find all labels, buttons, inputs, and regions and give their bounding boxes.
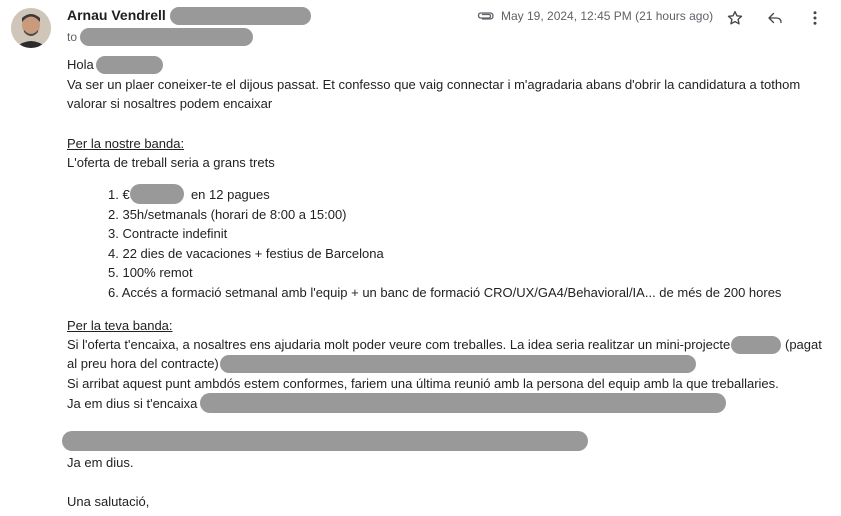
list-text: Accés a formació setmanal amb l'equip + un banc de formació CRO/UX/GA4/Behavioral/IA... de més de 200 hores <box>121 285 782 300</box>
list-number: 4. <box>108 246 119 261</box>
recipient-label: to <box>67 30 78 44</box>
list-item <box>108 207 347 223</box>
section2-line-1: Si l'oferta t'encaixa, a nosaltres ens ajudaria molt poder veure com treballes. La idea seria realitzar un mini-projecte <box>67 337 731 352</box>
email-date: May 19, 2024, 12:45 PM (21 hours ago) <box>501 9 714 23</box>
section2-line-4: Ja em dius si t'encaixa <box>67 396 198 411</box>
redacted-recipient[interactable] <box>80 28 253 46</box>
greeting: Hola <box>67 57 94 72</box>
section2-line-1-end: (pagat <box>785 337 822 352</box>
list-number: 3. <box>108 226 119 241</box>
avatar-portrait-icon <box>11 8 51 48</box>
list-item <box>108 265 193 281</box>
section2-line-3: Si arribat aquest punt ambdós estem conformes, fariem una última reunió amb la persona del equip amb la que treballaries. <box>67 376 779 391</box>
list-text: Contracte indefinit <box>122 226 228 241</box>
redacted-text-block <box>200 393 726 413</box>
more-vert-icon[interactable] <box>803 6 827 30</box>
section-title-our-side: Per la nostre banda: <box>67 136 185 151</box>
list-item <box>108 285 781 301</box>
closing-line-1: Ja em dius. <box>67 455 134 470</box>
list-item <box>108 226 227 242</box>
section2-line-2: al preu hora del contracte) <box>67 356 219 371</box>
list-number: 1. <box>108 187 119 202</box>
reply-icon[interactable] <box>763 6 787 30</box>
redacted-text-block <box>62 431 588 451</box>
redacted-project-price <box>731 336 781 354</box>
list-item <box>108 246 384 262</box>
list-text: 35h/setmanals (horari de 8:00 a 15:00) <box>122 207 347 222</box>
list-text-pre: € <box>122 187 130 202</box>
list-number: 5. <box>108 265 119 280</box>
list-text-post: en 12 pagues <box>190 187 270 202</box>
list-text: 100% remot <box>122 265 193 280</box>
redacted-text-block <box>220 355 696 373</box>
intro-line-1: Va ser un plaer coneixer-te el dijous passat. Et confesso que vaig connectar i m'agradaria abans d'obrir la candidatura a tothom <box>67 77 801 92</box>
list-text: 22 dies de vacaciones + festius de Barcelona <box>122 246 384 261</box>
list-number: 2. <box>108 207 119 222</box>
list-number: 6. <box>108 285 119 300</box>
section-title-your-side: Per la teva banda: <box>67 318 173 333</box>
intro-line-2: valorar si nosaltres podem encaixar <box>67 96 273 111</box>
attachment-icon <box>477 9 495 28</box>
closing-line-2: Una salutació, <box>67 494 150 509</box>
star-icon[interactable] <box>723 6 747 30</box>
section-subtitle: L'oferta de treball seria a grans trets <box>67 155 275 170</box>
redacted-name <box>96 56 163 74</box>
sender-name: Arnau Vendrell <box>67 7 166 23</box>
redacted-sender-email <box>170 7 311 25</box>
redacted-salary <box>130 184 184 204</box>
sender-avatar[interactable] <box>11 8 51 48</box>
